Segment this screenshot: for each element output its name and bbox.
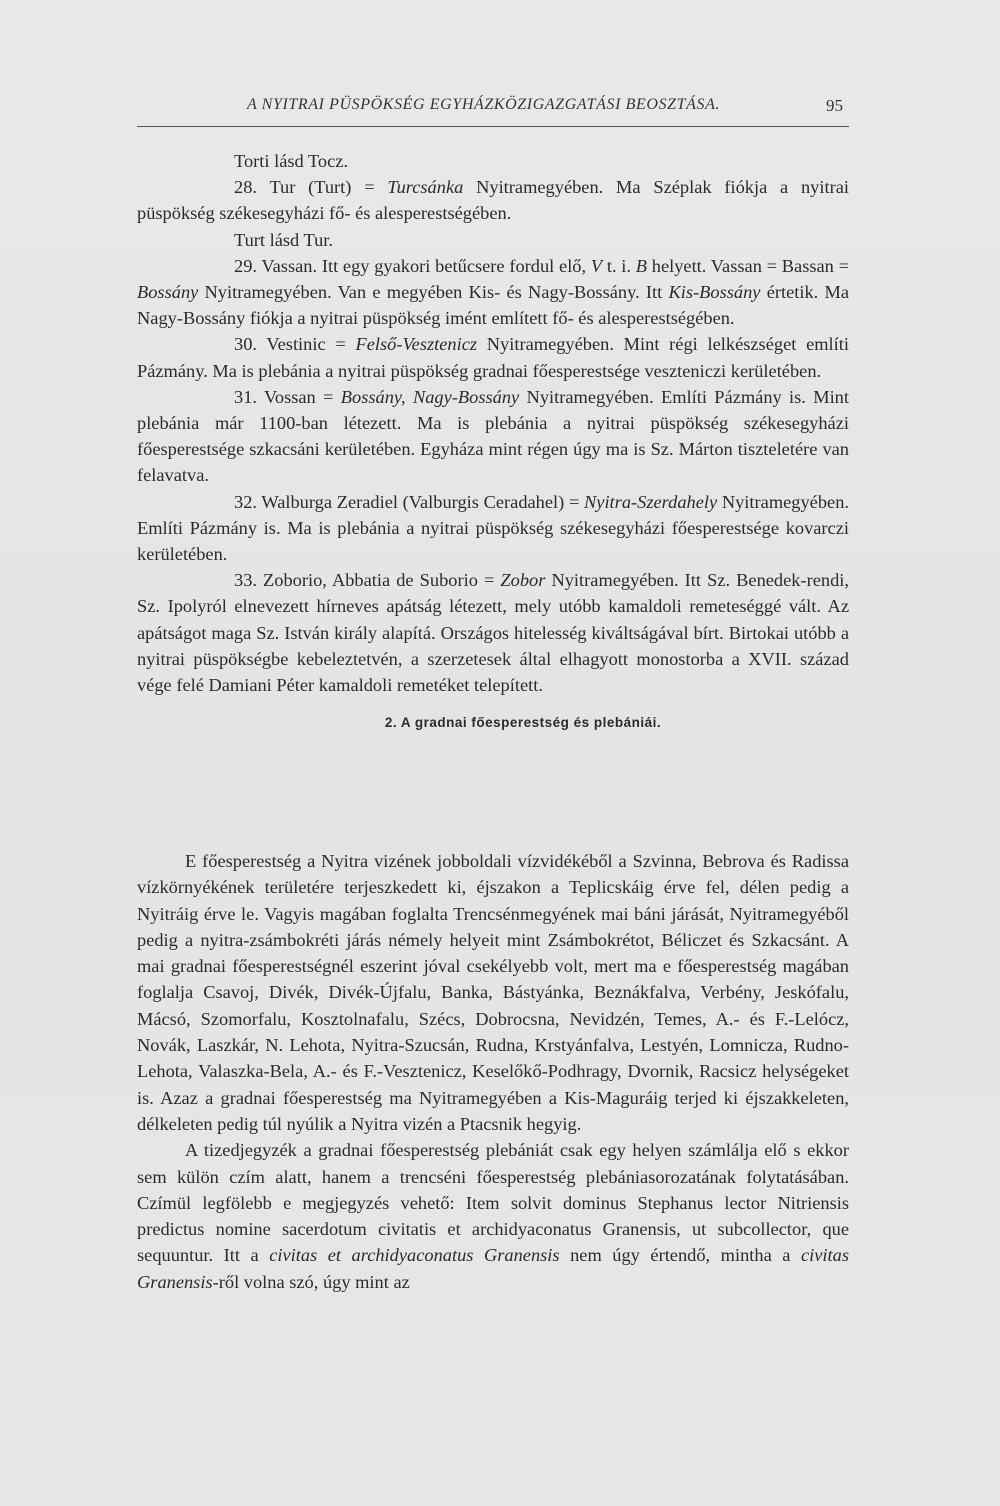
entry-29: 29. Vassan. Itt egy gyakori betűcsere fordul elő, V t. i. B helyett. Vassan = Bassan = Bossány Nyitramegyében. Van e megyében Kis- és Nagy-Bossány. Itt Kis-Bossány értetik. Ma Nagy-Bossány fiókja a nyitrai püspökség imént említett fő- és alesperestségében. bbox=[137, 255, 850, 329]
running-title: A NYITRAI PÜSPÖKSÉG EGYHÁZKÖZIGAZGATÁSI BEOSZTÁSA. bbox=[247, 96, 721, 113]
entry-30: 30. Vestinic = Felső-Vesztenicz Nyitramegyében. Mint régi lelkészséget említi Pázmány. Ma is plebánia a nyitrai püspökség gradnai főesperestsége veszteniczi kerületében. bbox=[137, 334, 849, 381]
page-number: 95 bbox=[826, 96, 843, 115]
section-paragraph-1: E főesperestség a Nyitra vizének jobboldali vízvidékéből a Szvinna, Bebrova és Radissa vízkörnyékének területére terjeszkedett ki, éjszakon a Teplicskáig érve fel, délen pedig a Nyitráig érve le. Vagyis magában foglalta Trencsénmegyének mai báni járását, Nyitramegyéből pedig a nyitra-zsámbokréti járás némely helyeit mint Zsámbokrétot, Béliczet és Szkacsánt. A mai gradnai főesperestségnél eszerint jóval csekélyebb volt, mert ma e főesperestség magában foglalja Csavoj, Divék, Divék-Újfalu, Banka, Bástyánka, Beznákfalva, Verbény, Jeskófalu, Mácsó, Szomorfalu, Kosztolnafalu, Szécs, Dobrocsna, Nevidzén, Temes, A.- és F.-Lelócz, Novák, Laszkár, N. Lehota, Nyitra-Szucsán, Rudna, Krstyánfalva, Lestyén, Lomnicza, Rudno-Lehota, Valaszka-Bela, A.- és F.-Vesztenicz, Keselőkő-Podhragy, Dvornik, Racsicz helységeket is. Azaz a gradnai főesperestség ma Nyitramegyében a Kis-Maguráig terjed ki éjszakkeleten, délkeleten pedig túl nyúlik a Nyitra vizén a Ptacsnik hegyig. bbox=[137, 851, 849, 1134]
section-body bbox=[137, 848, 849, 1295]
entries-block bbox=[137, 148, 849, 750]
section-heading: 2. A gradnai főesperestség és plebániái. bbox=[384, 715, 662, 731]
entry-32: 32. Walburga Zeradiel (Valburgis Ceradahel) = Nyitra-Szerdahely Nyitramegyében. Említi Pázmány is. Ma is plebánia a nyitrai püspökség székesegyházi főesperestsége kovarczi kerületében. bbox=[137, 491, 849, 565]
entry-33: 33. Zoborio, Abbatia de Suborio = Zobor Nyitramegyében. Itt Sz. Benedek-rendi, Sz. Ipolyról elnevezett hírneves apátság létezett, mely utóbb kamaldoli remeteséggé vált. Az apátságot maga Sz. István király alapítá. Országos hitelesség kiváltságával bírt. Birtokai utóbb a nyitrai püspökségbe kebeleztetvén, a szerzetesek által elhagyott monostorba a XVII. század vége felé Damiani Péter kamaldoli remetéket telepített. bbox=[137, 570, 849, 696]
running-head bbox=[137, 96, 849, 126]
entry-28: 28. Tur (Turt) = Turcsánka Nyitramegyében. Ma Széplak fiókja a nyitrai püspökség székesegyházi fő- és alesperestségében. bbox=[137, 177, 849, 224]
entry-torti: Torti lásd Tocz. bbox=[234, 151, 349, 171]
section-paragraph-2: A tizedjegyzék a gradnai főesperestség plebániát csak egy helyen számlálja elő s ekkor sem külön czím alatt, hanem a trencséni főesperestség plebániasorozatának folytatásában. Czímül legfölebb e megjegyzés vehető: Item solvit dominus Stephanus lector Nitriensis predictus nomine sacerdotum civitatis et archidyaconatus Granensis, ut subcollector, que sequuntur. Itt a civitas et archidyaconatus Granensis nem úgy értendő, mintha a civitas Granensis-ről volna szó, úgy mint az bbox=[137, 1140, 849, 1292]
header-rule bbox=[137, 126, 849, 127]
entry-31: 31. Vossan = Bossány, Nagy-Bossány Nyitramegyében. Említi Pázmány is. Mint plebánia már 1100-ban létezett. Ma is plebánia a nyitrai püspökség székesegyházi főesperestsége szkacsáni kerületében. Egyháza mint régen úgy ma is Sz. Márton tiszteletére van felavatva. bbox=[137, 386, 849, 486]
entry-turt: Turt lásd Tur. bbox=[234, 229, 333, 250]
